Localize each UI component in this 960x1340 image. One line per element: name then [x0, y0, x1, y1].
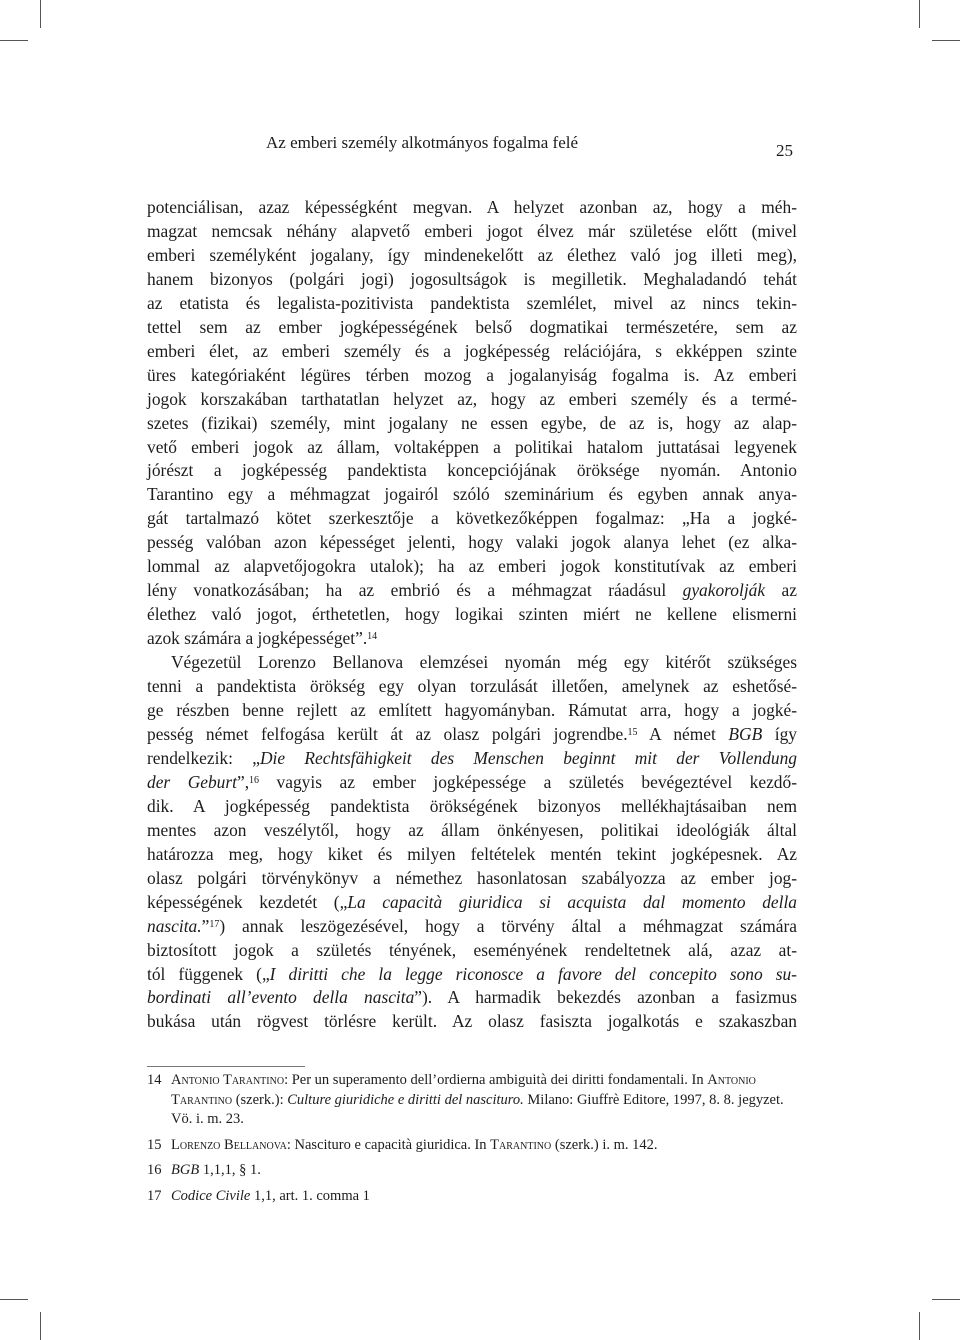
text-line: olasz polgári törvénykönyv a némethez hasonlatosan szabályozza az ember jog- — [147, 867, 797, 888]
text-line: biztosított jogok a születés tényének, eseményének rendeltetnek alá, azaz at- — [147, 939, 797, 960]
text-line: tettel sem az ember jogképességének belső dogmatikai természetére, sem az — [147, 316, 797, 337]
footnote-ref: 16 — [249, 774, 260, 786]
text-line: üres kategóriaként légüres térben mozog a jogalanyiság fogalma is. Az emberi — [147, 364, 797, 385]
text-line: jogok korszakában tarthatatlan helyzet az, hogy az emberi személy és a termé- — [147, 388, 797, 409]
text-line: bordinati all’evento della nascita”). A harmadik bekezdés azonban a fasizmus — [147, 987, 797, 1008]
text-line: magzat nemcsak néhány alapvető emberi jogot élvez már születése előtt (mivel — [147, 220, 797, 241]
crop-mark — [40, 0, 41, 28]
crop-mark — [0, 1299, 28, 1300]
footnote-number: 14 — [147, 1072, 162, 1088]
text-line: dik. A jogképesség pandektista örökségének bizonyos mellékhajtásaiban nem — [147, 795, 797, 816]
text-line: bukása után rögvest törlésre került. Az olasz fasiszta jogalkotás e szakaszban — [147, 1011, 797, 1032]
text-line: az etatista és legalista-pozitivista pandektista szemlélet, mivel az nincs tekin- — [147, 292, 797, 313]
footnote-ref: 14 — [367, 631, 378, 643]
footnote-number: 17 — [147, 1187, 162, 1204]
text-line: lommal az alapvetőjogokra utalok); ha az emberi jogok konstitutívak az emberi — [147, 556, 797, 577]
crop-mark — [932, 1299, 960, 1300]
text-line: potenciálisan, azaz képességként megvan. A helyzet azonban az, hogy a méh- — [147, 197, 797, 217]
text-line: nascita.”$^{17}$) annak leszögezésével, hogy a törvény által a méhmagzat számára — [147, 915, 797, 936]
crop-mark — [919, 0, 920, 28]
text-line: pesség valóban azon képességet jelenti, hogy valaki jogok alanya lehet (ez alka- — [147, 532, 797, 553]
text-line: tenni a pandektista örökség egy olyan torzulását illetően, amelynek az eshetősé- — [147, 676, 797, 697]
text-line: határozza meg, hogy kiket és milyen feltételek mentén tekint jogképesnek. Az — [147, 843, 797, 864]
text-line: lény vonatkozásában; ha az embrió és a méhmagzat ráadásul gyakorolják az — [147, 580, 797, 601]
text-line: képességének kezdetét („La capacità giuridica si acquista dal momento della — [147, 891, 797, 912]
text-line: emberi élet, az emberi személy és a jogképesség relációjára, s ekképpen szinte — [147, 340, 797, 361]
footnote-14: 14 Antonio Tarantino: Per un superamento dell’ordierna ambiguità dei diritti fondamentali. In Antonio Tarantino (szerk.): Culture giuridiche e diritti del nascituro. Milano: Giuffrè Editore, 1997, 8. 8. jegyzet. Vö. i. m. 23. — [147, 1072, 784, 1127]
text-line: jórészt a jogképesség pandektista koncepciójának öröksége nyomán. Antonio — [147, 460, 797, 481]
text-line: mentes azon veszélytől, hogy az állam önkényesen, politikai ideológiák által — [147, 819, 797, 840]
text-line: gát tartalmazó kötet szerkesztője a következőképpen fogalmaz: „Ha a jogké- — [147, 508, 797, 529]
footnote-number: 16 — [147, 1162, 162, 1178]
text-line: azok számára a jogképességet”.$^{14}$ — [147, 628, 378, 649]
text-line: vető emberi jogok az állam, voltaképpen a politikai hatalom juttatásai legyenek — [147, 436, 797, 457]
footnote-ref: 15 — [627, 726, 638, 738]
body-text — [147, 196, 797, 1034]
page-number: 25 — [776, 141, 793, 160]
text-line: pesség német felfogása került át az olasz polgári jogrendbe.$^{15}$ A német BGB így — [147, 723, 797, 744]
text-line: ge részben benne rejlett az említett hagyományban. Rámutat arra, hogy a jogké- — [147, 700, 797, 721]
footnote-16: 16 BGB 1,1,1, § 1. — [147, 1161, 797, 1181]
footnote-17: 17 Codice Civile 1,1, art. 1. comma 1 — [147, 1187, 797, 1207]
crop-mark — [0, 40, 28, 41]
text-line: tól függenek („I diritti che la legge riconosce a favore del concepito sono su- — [147, 963, 797, 984]
text-line: der Geburt”,$^{16}$ vagyis az ember jogképessége a születés bevégeztével kezdő- — [147, 771, 797, 792]
footnotes — [147, 1071, 797, 1212]
text-line: élethez való jogot, érthetetlen, hogy logikai szinten miért ne kellene elismerni — [147, 604, 797, 625]
text-line: Tarantino egy a méhmagzat jogairól szóló szeminárium és egyben annak anya- — [147, 484, 797, 505]
footnote-number: 15 — [147, 1136, 162, 1153]
text-line: emberi személyként jogalany, így mindenekelőtt az élethez való jog illeti meg), — [147, 244, 797, 265]
crop-mark — [919, 1312, 920, 1340]
crop-mark — [932, 40, 960, 41]
running-header: Az emberi személy alkotmányos fogalma felé — [266, 133, 579, 152]
text-line: rendelkezik: „Die Rechtsfähigkeit des Menschen beginnt mit der Vollendung — [147, 747, 797, 768]
text-line: hanem bizonyos (polgári jogi) jogosultságok is megilletik. Meghaladandó tehát — [147, 268, 797, 289]
text-line: Végezetül Lorenzo Bellanova elemzései nyomán még egy kitérőt szükséges — [171, 652, 797, 673]
footnote-ref: 17 — [209, 918, 220, 930]
text-line: szetes (fizikai) személy, mint jogalany ne essen egybe, de az is, hogy az alap- — [147, 412, 797, 433]
crop-mark — [40, 1312, 41, 1340]
footnote-15: 15 Lorenzo Bellanova: Nascituro e capacità giuridica. In Tarantino (szerk.) i. m. 142. — [147, 1136, 797, 1156]
footnote-separator — [147, 1066, 305, 1067]
